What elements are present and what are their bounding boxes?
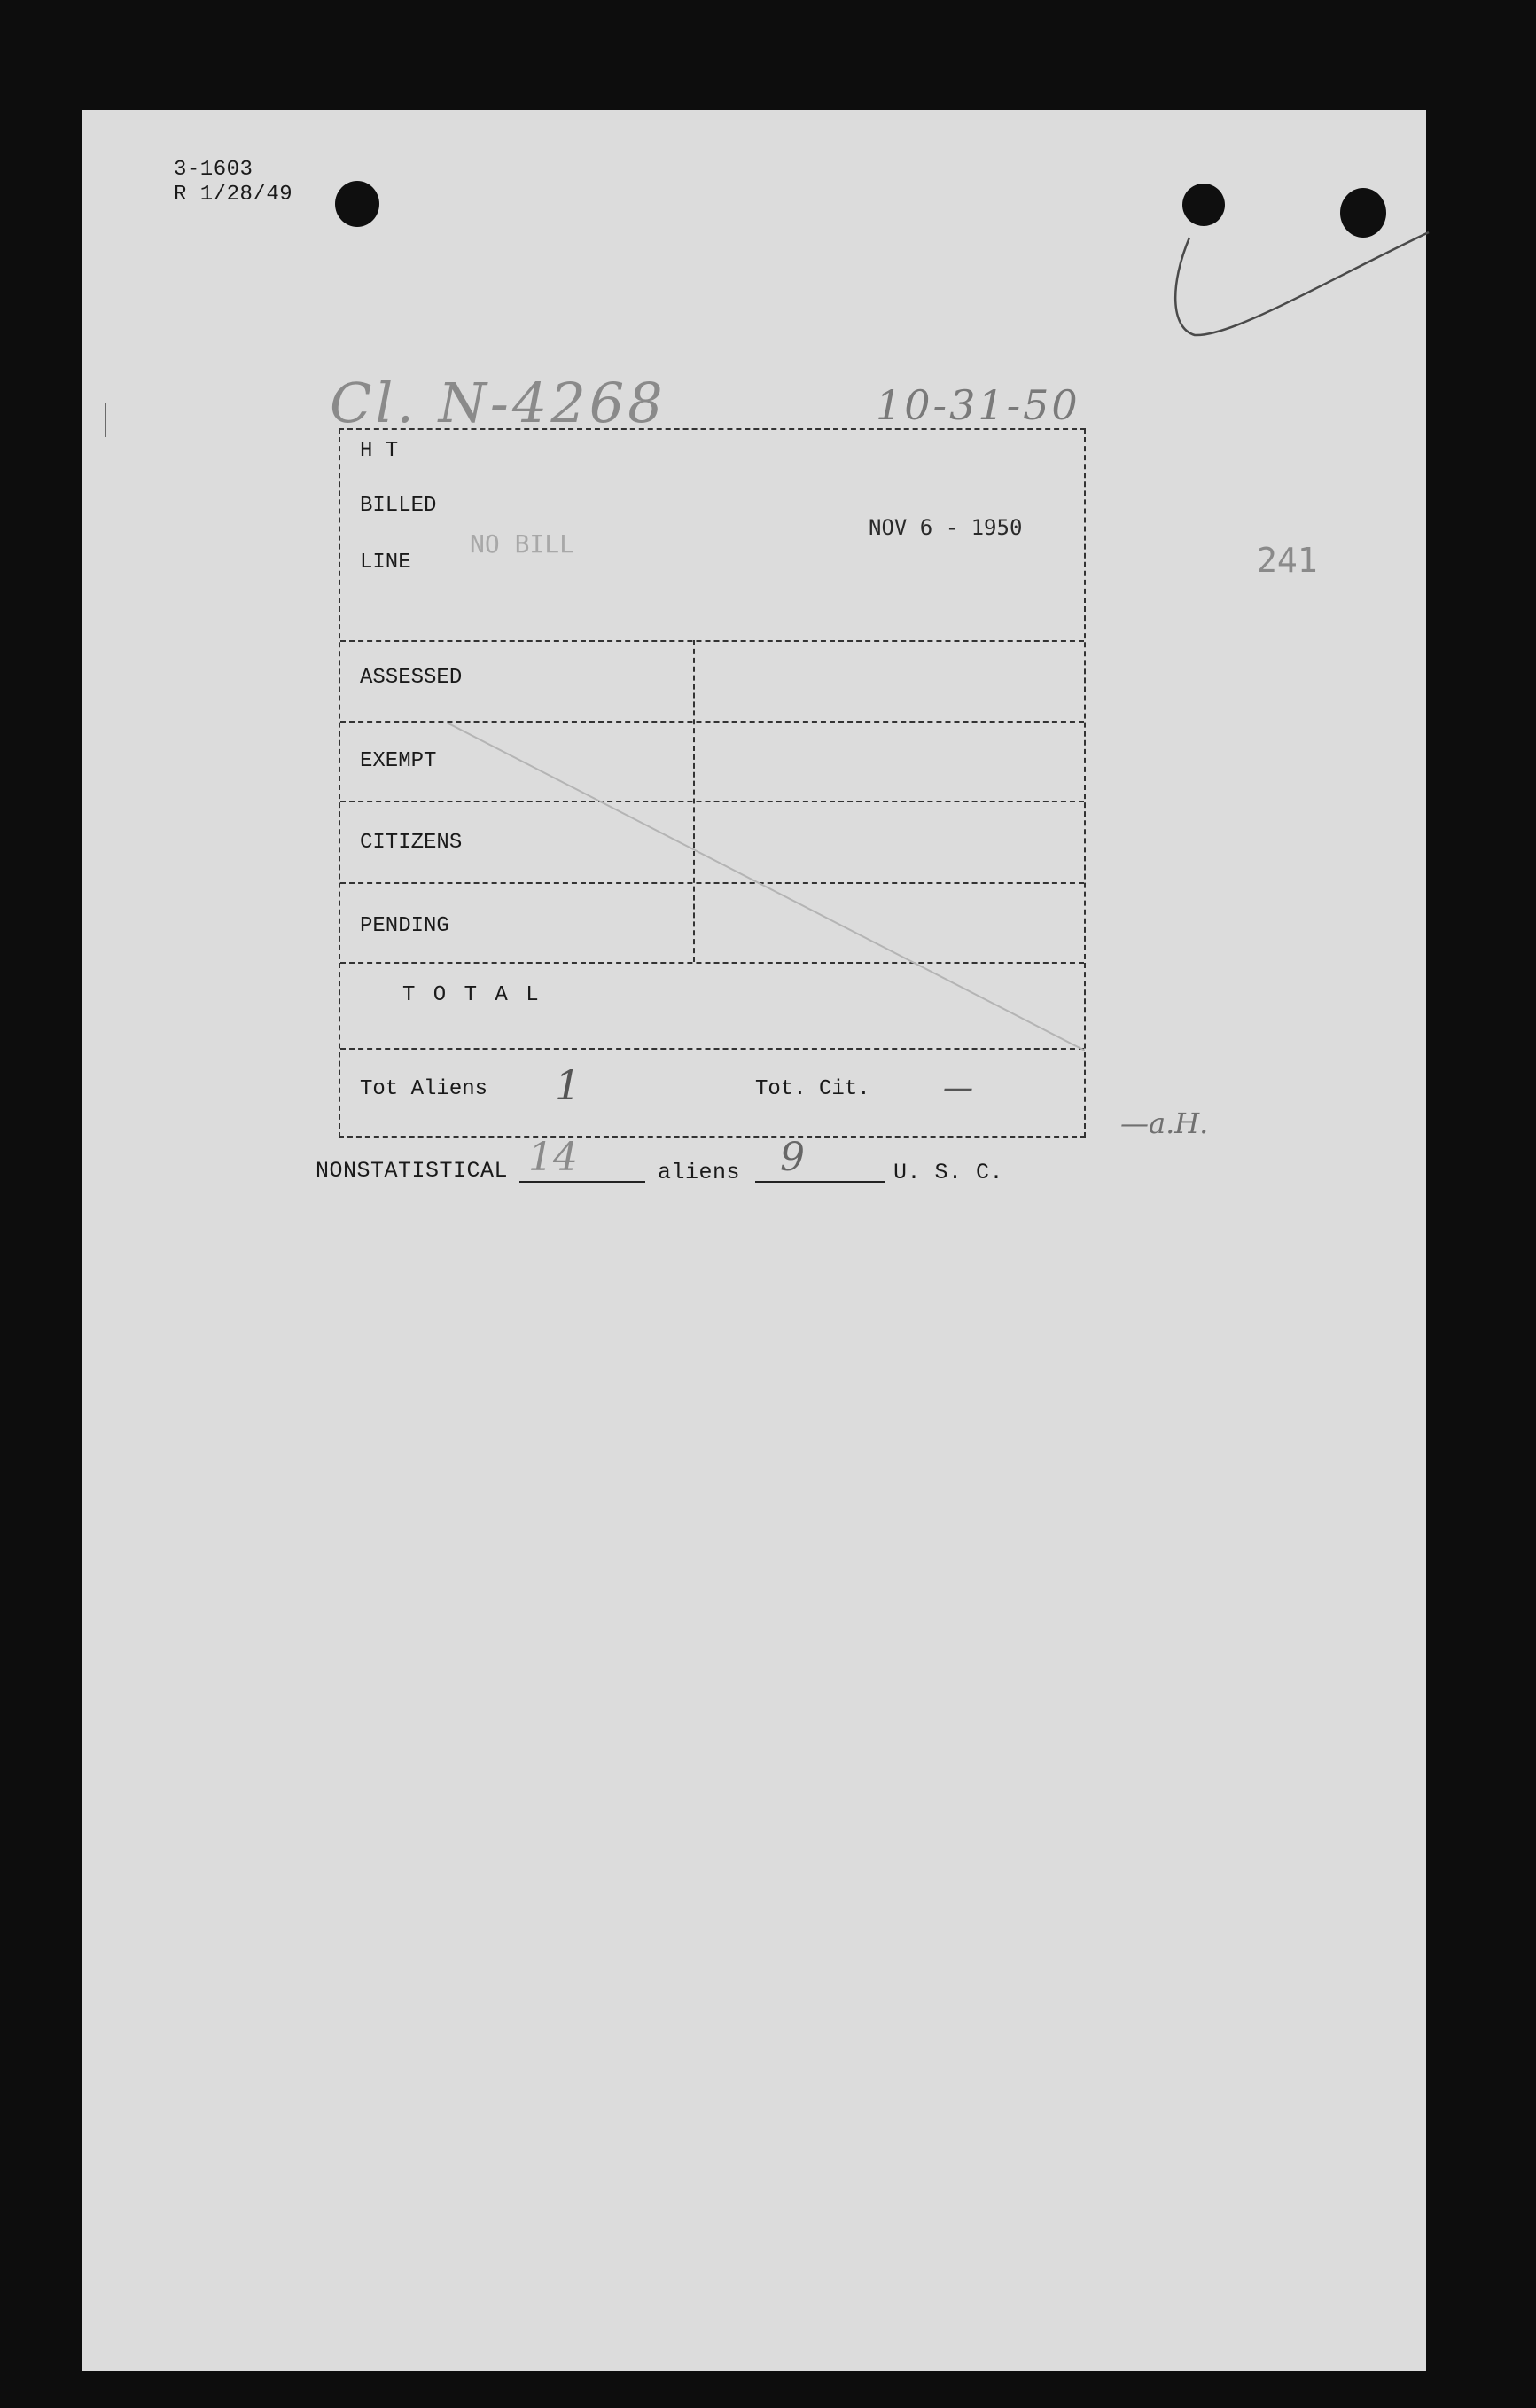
form-number: 3-1603 [174,158,253,182]
tot-aliens-value: 1 [555,1061,581,1109]
tot-cit-label: Tot. Cit. [755,1077,870,1101]
row-label-pending: PENDING [360,914,449,938]
tot-aliens-label: Tot Aliens [360,1077,488,1101]
usc-count-value: 9 [780,1135,805,1180]
date-handwritten: 10-31-50 [876,381,1080,429]
line-label: LINE [360,551,411,575]
ht-label: H T [360,439,399,463]
no-bill-faint-stamp: NO BILL [470,529,575,559]
punch-hole-middle [1182,184,1225,226]
faint-diagonal-line [447,723,1085,1051]
punch-hole-left [335,181,379,227]
usc-label: U. S. C. [893,1160,1004,1185]
initials-handwritten: —a.H. [1120,1106,1209,1140]
aliens-label: aliens [658,1160,741,1185]
usc-count-blank [755,1154,885,1183]
statistics-form-table [339,428,1086,1138]
row-label-citizens: CITIZENS [360,831,463,855]
row-label-assessed: ASSESSED [360,666,463,690]
form-revision-date: R 1/28/49 [174,183,293,207]
nonstatistical-label: NONSTATISTICAL [316,1158,509,1184]
tot-cit-value: — [943,1070,973,1106]
page-number-stamp: 241 [1257,541,1318,580]
margin-tick [105,403,106,437]
row-label-exempt: EXEMPT [360,749,437,773]
received-date-stamp: NOV 6 - 1950 [869,515,1023,540]
pen-stroke-mark [1152,222,1436,346]
aliens-count-value: 14 [528,1135,578,1180]
case-number-handwritten: Cl. N-4268 [330,371,667,435]
divider-top [340,640,1084,642]
total-label: T O T A L [402,983,542,1007]
billed-label: BILLED [360,494,437,518]
